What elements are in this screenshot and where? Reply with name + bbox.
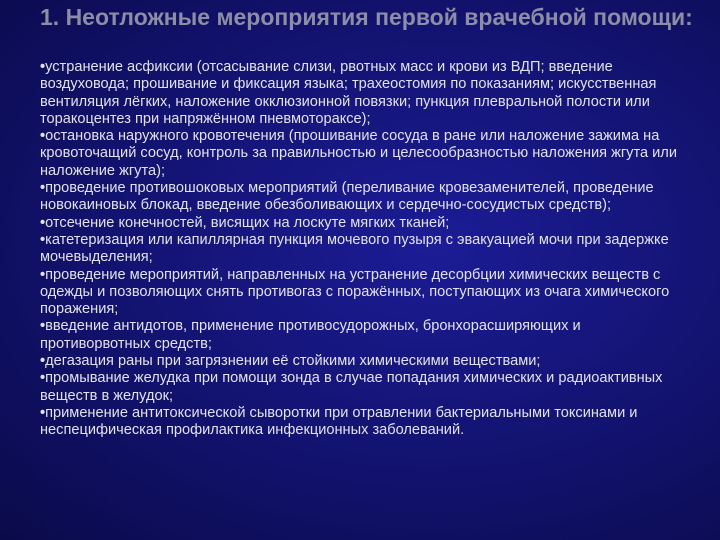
bullet: • <box>40 214 46 231</box>
item-text: отсечение конечностей, висящих на лоскуте мягких тканей; <box>45 214 450 231</box>
bullet: • <box>40 128 46 145</box>
item-text: применение антитоксической сыворотки при отравлении бактериальными токсинами и неспецифическая профилактика инфекционных заболеваний. <box>40 404 638 439</box>
bullet: • <box>40 266 46 283</box>
list-item <box>40 318 695 353</box>
item-text: катетеризация или капиллярная пункция мочевого пузыря с эвакуацией мочи при задержке мочевыделения; <box>40 231 669 266</box>
bullet: • <box>40 370 46 387</box>
bullet: • <box>40 180 46 197</box>
list-item <box>40 267 695 319</box>
list-item <box>40 405 695 440</box>
bullet: • <box>40 59 46 75</box>
slide-title: 1. Неотложные мероприятия первой врачебной помощи: <box>40 4 693 30</box>
item-text: остановка наружного кровотечения (прошивание сосуда в ране или наложение зажима на кровоточащий сосуд, контроль за правильностью и целесообразностью наложения жгута или наложение жгута); <box>40 128 677 179</box>
list-item <box>40 180 695 215</box>
item-text: введение антидотов, применение противосудорожных, бронхорасширяющих и противорвотных средств; <box>40 318 581 352</box>
bullet: • <box>40 353 46 370</box>
item-text: проведение противошоковых мероприятий (переливание кровезаменителей, проведение новокаиновых блокад, введение обезболивающих и сердечно-сосудистых средств); <box>40 180 654 214</box>
list-item <box>40 59 695 128</box>
measures-list <box>40 59 695 440</box>
list-item <box>40 215 695 232</box>
bullet: • <box>40 404 46 421</box>
list-item <box>40 128 695 180</box>
item-text: устранение асфиксии (отсасывание слизи, рвотных масс и крови из ВДП; введение воздуховода; прошивание и фиксация языка; трахеостомия по показаниям; искусственная вентиляция лёгких, наложение окклюзионной повязки; пункция плевральной полости или торакоцентез при напряжённом пневмотораксе); <box>40 59 657 127</box>
item-text: промывание желудка при помощи зонда в случае попадания химических и радиоактивных веществ в желудок; <box>40 370 663 404</box>
bullet: • <box>40 231 46 248</box>
bullet: • <box>40 318 46 335</box>
list-item <box>40 370 695 405</box>
item-text: проведение мероприятий, направленных на устранение десорбции химических веществ с одежды и позволяющих снять противогаз с поражённых, поступающих из очага химического поражения; <box>40 266 670 318</box>
list-item <box>40 232 695 267</box>
item-text: дегазация раны при загрязнении её стойкими химическими веществами; <box>45 353 541 370</box>
list-item <box>40 353 695 370</box>
